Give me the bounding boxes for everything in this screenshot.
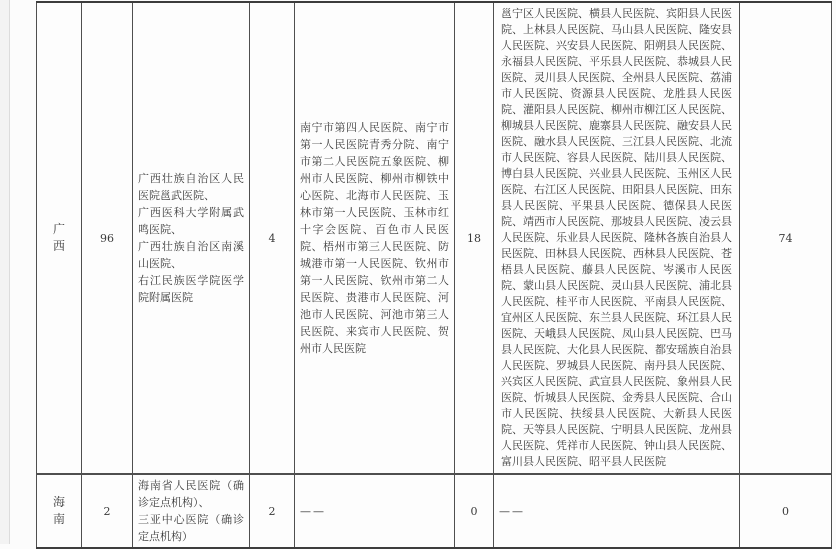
hospital-list-c-empty-cell: —— [494,474,740,548]
total-count-cell: 96 [82,2,133,474]
count-a-cell: 2 [250,474,295,548]
hospital-list-a-cell: 海南省人民医院（确诊定点机构）、 三亚中心医院（确诊定点机构） [133,474,250,548]
page-left-margin-strip [0,0,9,544]
count-b-cell: 18 [455,2,494,474]
hospital-list-a-cell: 广西壮族自治区人民医院邕武医院、 广西医科大学附属武鸣医院、 广西壮族自治区南溪山医院、 右江民族医学院医学院附属医院 [133,2,250,474]
count-c-cell: 74 [740,2,832,474]
province-cell: 广 西 [37,2,82,474]
count-b-cell: 0 [455,474,494,548]
hospital-list-b-cell: 南宁市第四人民医院、南宁市第一人民医院青秀分院、南宁市第二人民医院五象医院、柳州市人民医院、柳州市柳铁中心医院、北海市人民医院、玉林市第一人民医院、玉林市红十字会医院、百色市人民医院、梧州市第三人民医院、防城港市第一人民医院、钦州市第一人民医院、钦州市第二人民医院、贵港市人民医院、河池市人民医院、河池市第三人民医院、来宾市人民医院、贺州市人民医院 [295,2,455,474]
hospital-list-c-cell: 邕宁区人民医院、横县人民医院、宾阳县人民医院、上林县人民医院、马山县人民医院、隆安县人民医院、兴安县人民医院、阳朔县人民医院、永福县人民医院、平乐县人民医院、恭城县人民医院、灵川县人民医院、全州县人民医院、荔浦市人民医院、资源县人民医院、龙胜县人民医院、灌阳县人民医院、柳州市柳江区人民医院、柳城县人民医院、鹿寨县人民医院、融安县人民医院、融水县人民医院、三江县人民医院、北流市人民医院、容县人民医院、陆川县人民医院、博白县人民医院、兴业县人民医院、玉州区人民医院、右江区人民医院、田阳县人民医院、田东县人民医院、平果县人民医院、德保县人民医院、靖西市人民医院、那坡县人民医院、凌云县人民医院、乐业县人民医院、隆林各族自治县人民医院、田林县人民医院、西林县人民医院、苍梧县人民医院、藤县人民医院、岑溪市人民医院、蒙山县人民医院、灵山县人民医院、浦北县人民医院、桂平市人民医院、平南县人民医院、宜州区人民医院、东兰县人民医院、环江县人民医院、天峨县人民医院、凤山县人民医院、巴马县人民医院、大化县人民医院、都安瑶族自治县人民医院、罗城县人民医院、南丹县人民医院、兴宾区人民医院、武宣县人民医院、象州县人民医院、忻城县人民医院、金秀县人民医院、合山市人民医院、扶绥县人民医院、大新县人民医院、天等县人民医院、宁明县人民医院、龙州县人民医院、凭祥市人民医院、钟山县人民医院、富川县人民医院、昭平县人民医院 [494,2,740,474]
table-row-hainan [37,474,832,548]
page-edge-line [9,0,10,544]
count-a-cell: 4 [250,2,295,474]
hospital-list-b-empty-cell: —— [295,474,455,548]
province-cell: 海 南 [37,474,82,548]
table-row-guangxi [37,2,832,474]
designated-hospitals-table [36,1,832,549]
count-c-cell: 0 [740,474,832,548]
total-count-cell: 2 [82,474,133,548]
